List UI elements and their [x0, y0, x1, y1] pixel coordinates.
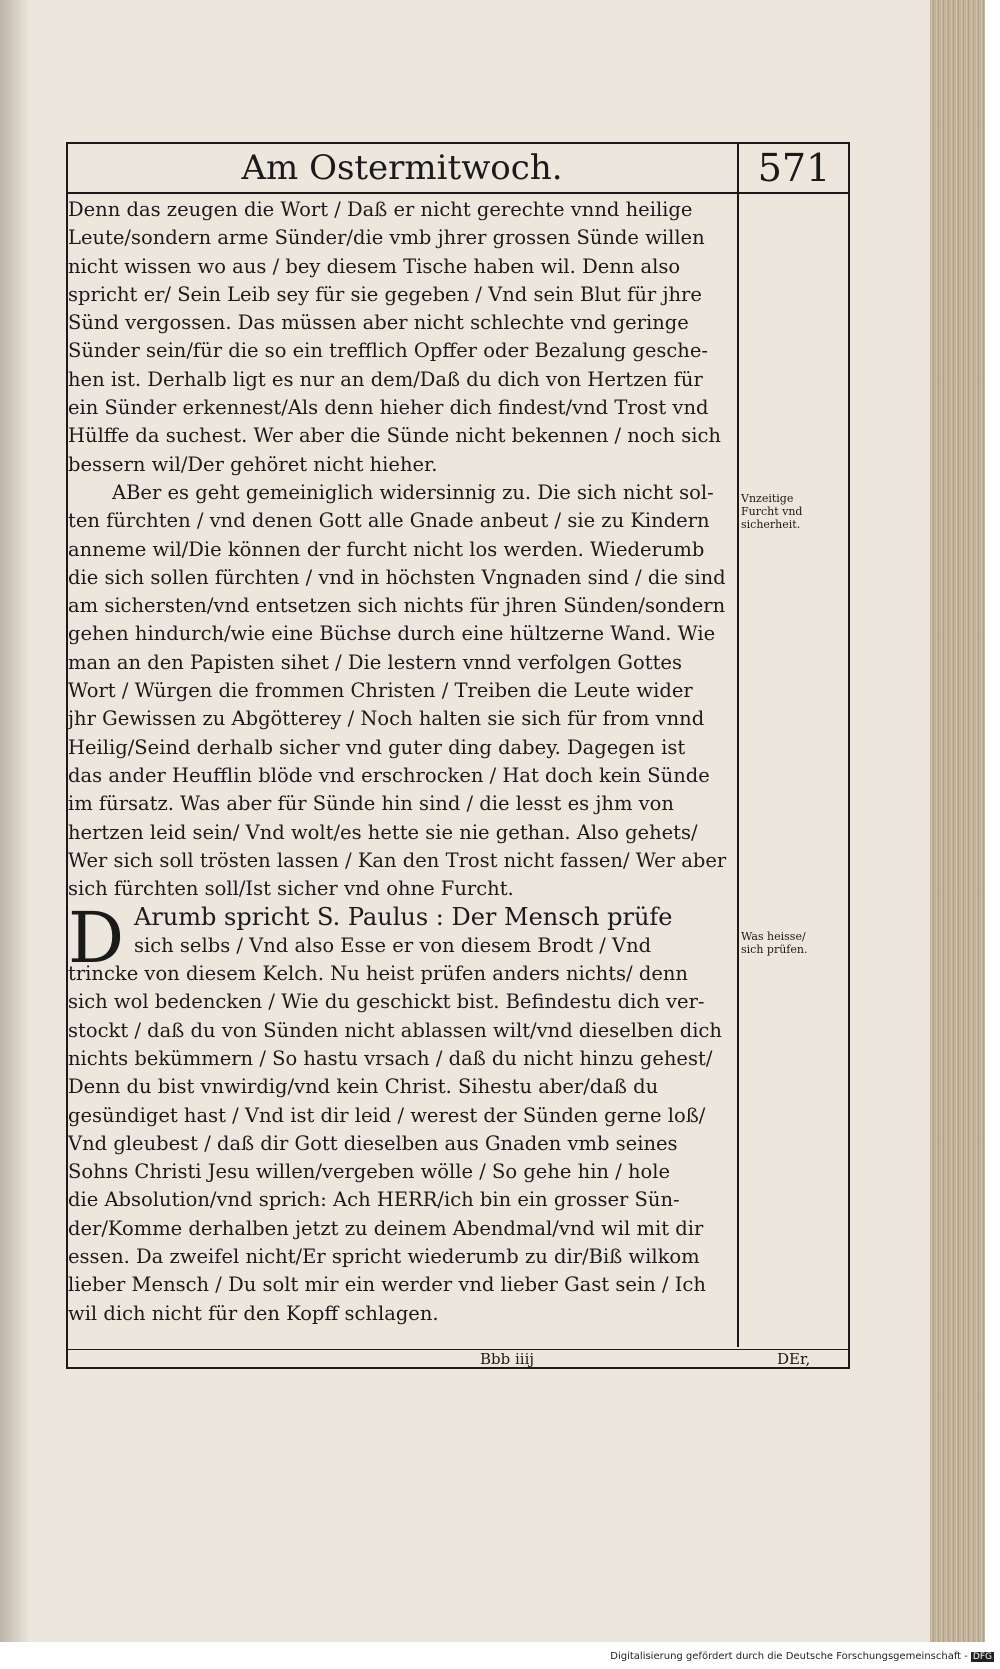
text-line: trincke von diesem Kelch. Nu heist prüfen anders nichts/ denn	[68, 962, 688, 986]
footer-rule	[66, 1349, 850, 1350]
text-line: gehen hindurch/wie eine Büchse durch eine hültzerne Wand. Wie	[68, 622, 716, 646]
text-line: sich fürchten soll/Ist sicher vnd ohne Furcht.	[68, 877, 514, 901]
text-line: jhr Gewissen zu Abgötterey / Noch halten sie sich für from vnnd	[68, 707, 705, 731]
margin-note-line: Was heisse/	[741, 930, 806, 943]
digitization-credit	[610, 1651, 994, 1662]
text-line: Leute/sondern arme Sünder/die vmb jhrer grossen Sünde willen	[68, 226, 705, 250]
paragraph-start-line: ABer es geht gemeiniglich widersinnig zu. Die sich nicht sol-	[112, 480, 714, 504]
text-line: das ander Heufflin blöde vnd erschrocken / Hat doch kein Sünde	[68, 763, 710, 787]
text-line: Sünder sein/für die so ein trefflich Opffer oder Bezalung gesche-	[68, 339, 708, 363]
dfg-logo: DFG	[972, 1652, 992, 1662]
text-line: Wort / Würgen die frommen Christen / Treiben die Leute wider	[68, 679, 693, 703]
text-line: sich selbs / Vnd also Esse er von diesem Brodt / Vnd	[134, 933, 652, 957]
text-line: ein Sünder erkennest/Als denn hieher dich findest/vnd Trost vnd	[68, 396, 709, 420]
text-line: spricht er/ Sein Leib sey für sie gegeben / Vnd sein Blut für jhre	[68, 282, 702, 306]
gutter-shadow	[0, 0, 30, 1642]
margin-note-line: sicherheit.	[741, 518, 801, 531]
body-text	[68, 196, 734, 1328]
text-line: hertzen leid sein/ Vnd wolt/es hette sie nie gethan. Also gehets/	[68, 820, 698, 844]
text-line: Arumb spricht S. Paulus : Der Mensch prüfe	[134, 903, 673, 932]
text-line: wil dich nicht für den Kopff schlagen.	[68, 1301, 439, 1325]
text-line: Sünd vergossen. Das müssen aber nicht schlechte vnd geringe	[68, 311, 689, 335]
text-line: die sich sollen fürchten / vnd in höchsten Vngnaden sind / die sind	[68, 565, 726, 589]
text-line: ten fürchten / vnd denen Gott alle Gnade anbeut / sie zu Kindern	[68, 509, 710, 533]
drop-capital: D	[68, 897, 125, 980]
text-line: Wer sich soll trösten lassen / Kan den Trost nicht fassen/ Wer aber	[68, 848, 727, 872]
margin-note	[741, 492, 802, 531]
text-line: bessern wil/Der gehöret nicht hieher.	[68, 452, 438, 476]
page-number: 571	[757, 146, 831, 190]
text-line: sich wol bedencken / Wie du geschickt bist. Befindestu dich ver-	[68, 990, 705, 1014]
signature-mark: Bbb iiij	[480, 1350, 535, 1368]
text-line: im fürsatz. Was aber für Sünde hin sind / die lesst es jhm von	[68, 792, 674, 816]
text-line: Denn das zeugen die Wort / Daß er nicht gerechte vnnd heilige	[68, 198, 693, 221]
page-edges	[930, 0, 985, 1642]
text-line: stockt / daß du von Sünden nicht ablassen wilt/vnd dieselben dich	[68, 1018, 722, 1042]
text-line: die Absolution/vnd sprich: Ach HERR/ich bin ein grosser Sün-	[68, 1188, 680, 1212]
margin-note-line: Furcht vnd	[741, 505, 803, 518]
text-line: gesündiget hast / Vnd ist dir leid / werest der Sünden gerne loß/	[68, 1103, 706, 1127]
margin-note-line: Vnzeitige	[741, 492, 794, 505]
header-rule	[66, 192, 850, 194]
text-line: Vnd gleubest / daß dir Gott dieselben aus Gnaden vmb seines	[68, 1131, 678, 1155]
text-line: Hülffe da suchest. Wer aber die Sünde nicht bekennen / noch sich	[68, 424, 721, 448]
text-line: nicht wissen wo aus / bey diesem Tische haben wil. Denn also	[68, 254, 681, 278]
text-line: essen. Da zweifel nicht/Er spricht wiederumb zu dir/Biß wilkom	[68, 1244, 700, 1268]
text-line: der/Komme derhalben jetzt zu deinem Abendmal/vnd wil mit dir	[68, 1216, 704, 1240]
text-line: anneme wil/Die können der furcht nicht los werden. Wiederumb	[68, 537, 705, 561]
text-line: am sichersten/vnd entsetzen sich nichts für jhren Sünden/sondern	[68, 594, 726, 618]
text-line: lieber Mensch / Du solt mir ein werder vnd lieber Gast sein / Ich	[68, 1273, 706, 1297]
text-line: Sohns Christi Jesu willen/vergeben wölle / So gehe hin / hole	[68, 1160, 671, 1184]
text-line: Denn du bist vnwirdig/vnd kein Christ. Sihestu aber/daß du	[68, 1075, 659, 1099]
text-line: man an den Papisten sihet / Die lestern vnnd verfolgen Gottes	[68, 650, 682, 674]
text-line: Heilig/Seind derhalb sicher vnd guter ding dabey. Dagegen ist	[68, 735, 686, 759]
margin-note-line: sich prüfen.	[741, 943, 808, 956]
margin-rule	[737, 142, 739, 1347]
credit-text: Digitalisierung gefördert durch die Deutsche Forschungsgemeinschaft -	[610, 1651, 968, 1662]
catchword: DEr,	[777, 1350, 811, 1368]
text-line: nichts bekümmern / So hastu vrsach / daß du nicht hinzu gehest/	[68, 1046, 713, 1070]
running-head: Am Ostermitwoch.	[241, 148, 563, 188]
margin-note	[741, 930, 807, 956]
text-line: hen ist. Derhalb ligt es nur an dem/Daß du dich von Hertzen für	[68, 367, 703, 391]
